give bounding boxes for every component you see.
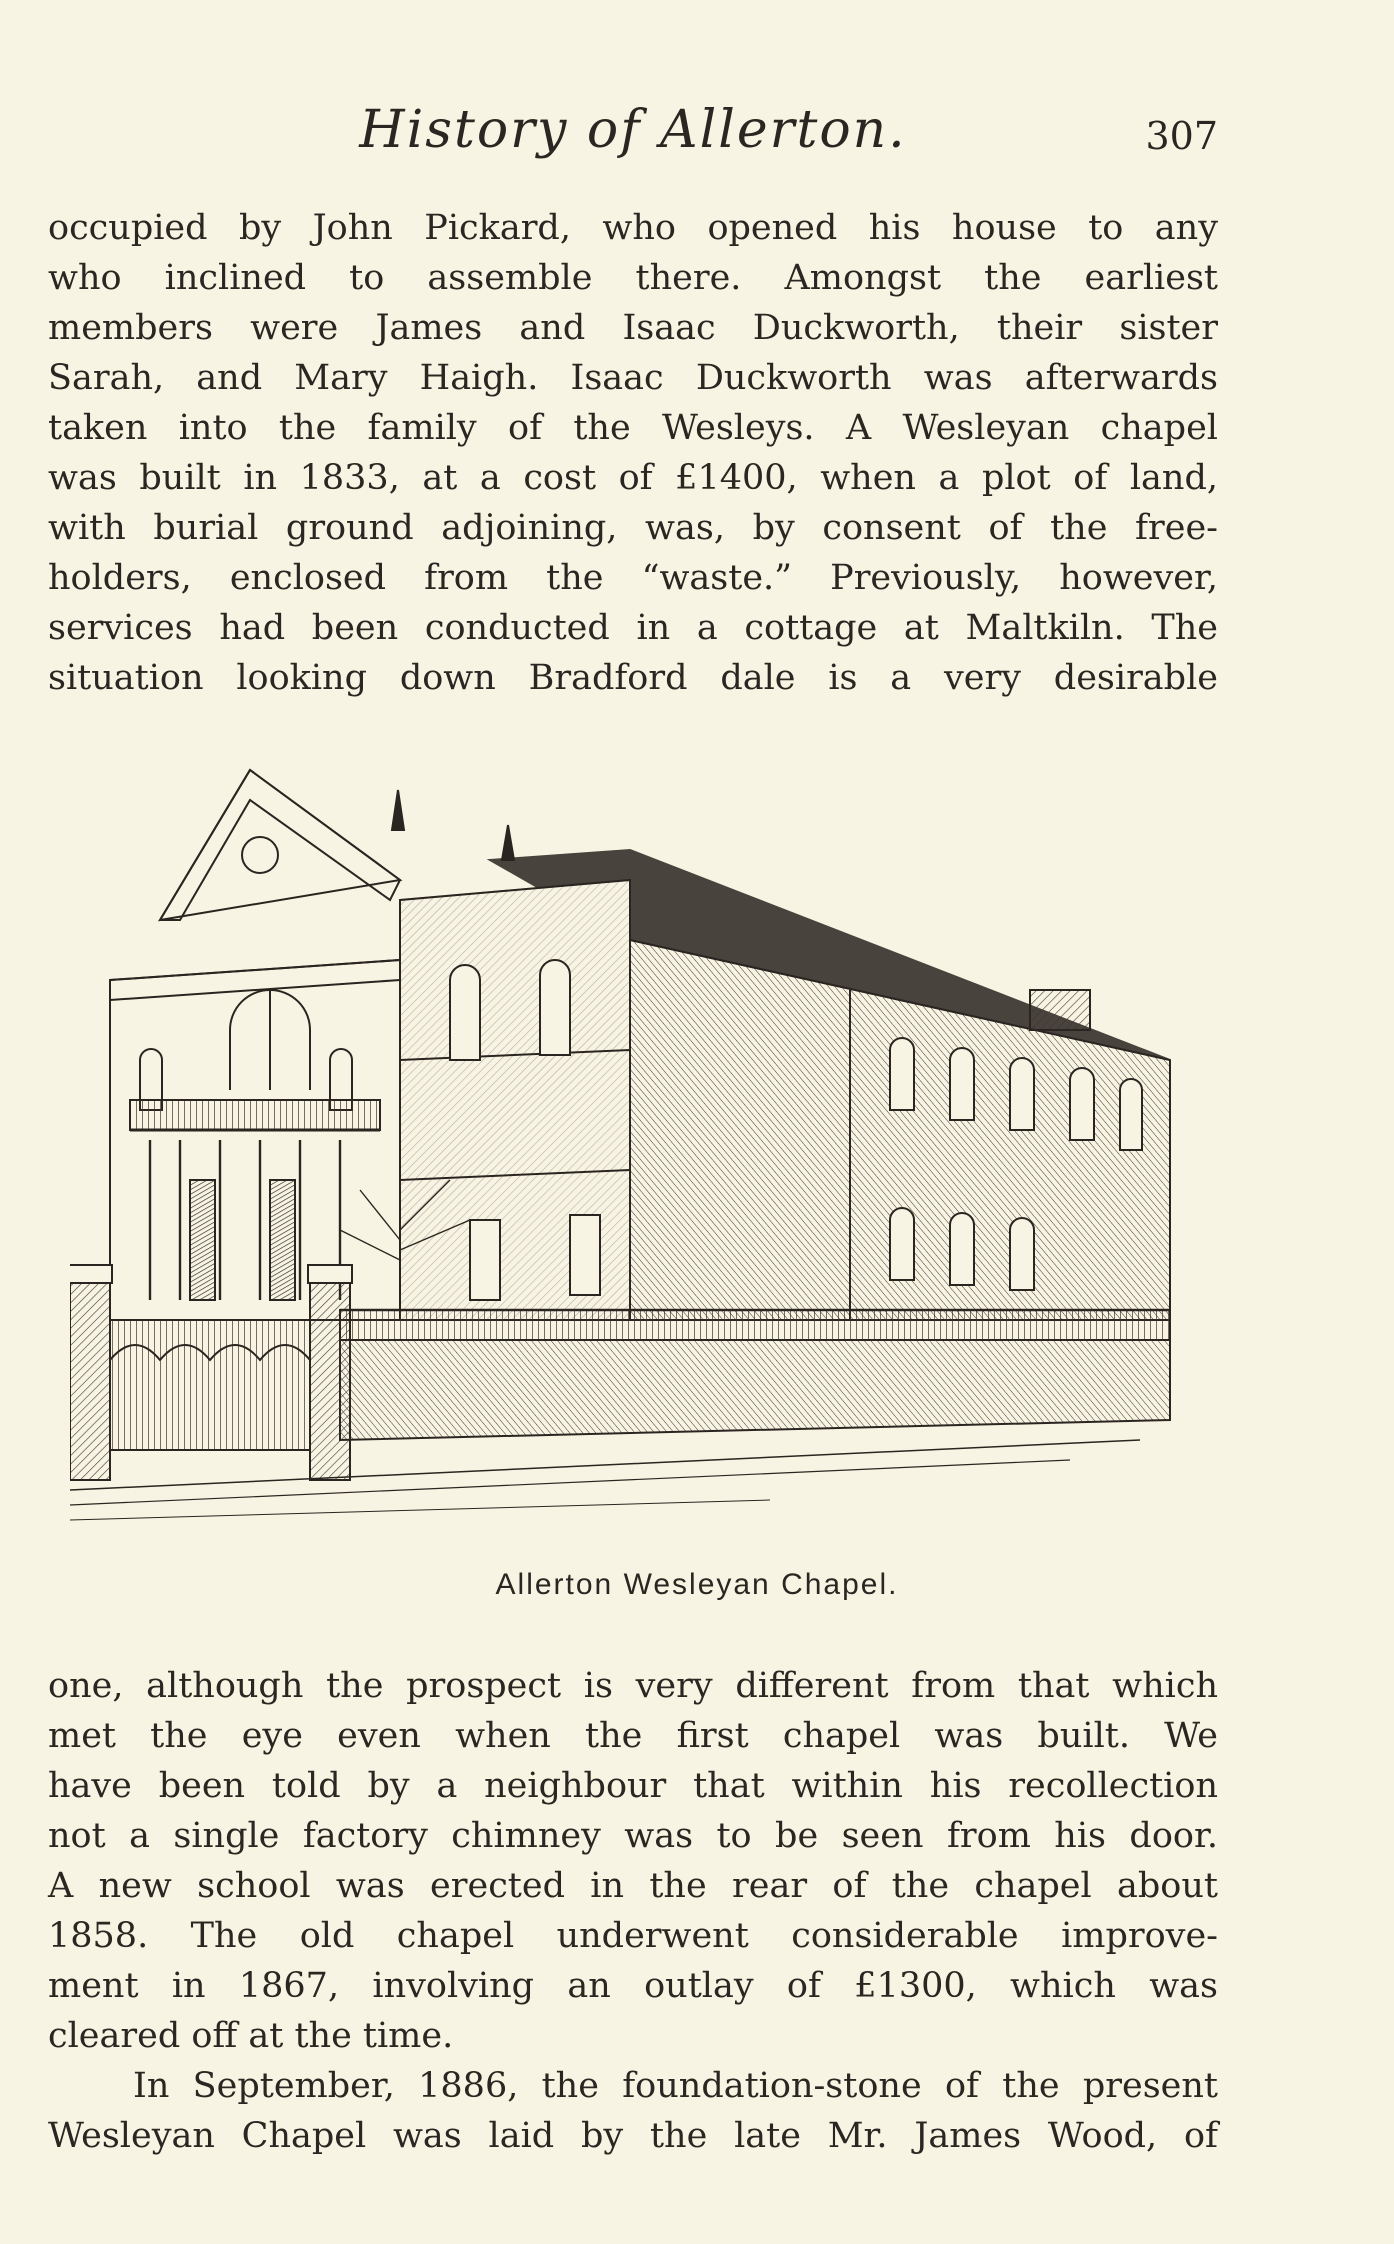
text-line: have been told by a neighbour that within his recollection — [48, 1766, 1218, 1806]
text-line: with burial ground adjoining, was, by consent of the free- — [48, 508, 1218, 548]
text-line: situation looking down Bradford dale is a very desirable — [48, 658, 1218, 698]
text-line: was built in 1833, at a cost of £1400, when a plot of land, — [48, 458, 1218, 498]
text-line: Wesleyan Chapel was laid by the late Mr. James Wood, of — [48, 2116, 1218, 2156]
running-head — [48, 100, 1218, 170]
chapel-engraving-icon — [70, 760, 1200, 1540]
text-line: occupied by John Pickard, who opened his house to any — [48, 208, 1218, 248]
text-line: 1858. The old chapel underwent considerable improve- — [48, 1916, 1218, 1956]
text-line: Sarah, and Mary Haigh. Isaac Duckworth was afterwards — [48, 358, 1218, 398]
text-line: not a single factory chimney was to be seen from his door. — [48, 1816, 1218, 1856]
text-line: cleared off at the time. — [48, 2016, 454, 2056]
text-line: members were James and Isaac Duckworth, their sister — [48, 308, 1218, 348]
text-line: one, although the prospect is very different from that which — [48, 1666, 1218, 1706]
text-line: A new school was erected in the rear of the chapel about — [48, 1866, 1218, 1906]
text-line: holders, enclosed from the “waste.” Previously, however, — [48, 558, 1218, 598]
text-line: met the eye even when the first chapel was built. We — [48, 1716, 1218, 1756]
text-line: services had been conducted in a cottage at Maltkiln. The — [48, 608, 1218, 648]
text-line: ment in 1867, involving an outlay of £1300, which was — [48, 1966, 1218, 2006]
text-line: who inclined to assemble there. Amongst the earliest — [48, 258, 1218, 298]
text-line: taken into the family of the Wesleys. A Wesleyan chapel — [48, 408, 1218, 448]
paragraph-top — [48, 203, 1218, 703]
paragraph-bottom — [48, 1661, 1218, 2161]
text-line: In September, 1886, the foundation-stone of the present — [133, 2066, 1218, 2106]
figure-caption: Allerton Wesleyan Chapel. — [495, 1568, 899, 1601]
page-number: 307 — [1145, 114, 1218, 158]
chapel-illustration — [70, 760, 1200, 1540]
page-title: History of Allerton. — [359, 100, 907, 160]
